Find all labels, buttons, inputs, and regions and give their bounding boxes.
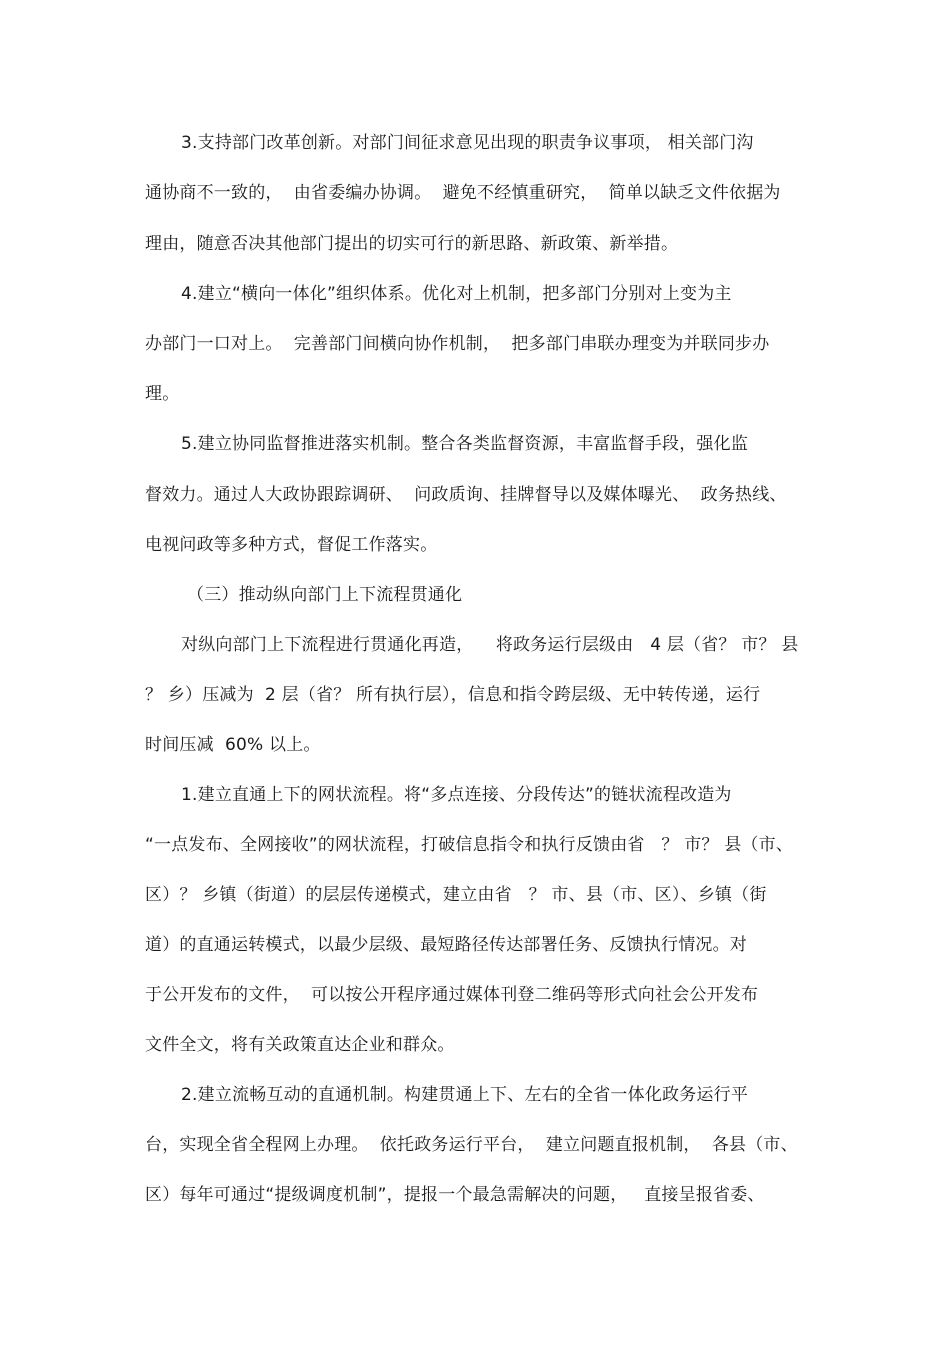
paragraph-line: ？ 乡）压减为 2 层（省？ 所有执行层），信息和指令跨层级、无中转传递，运行 (145, 685, 761, 705)
paragraph-line: 对纵向部门上下流程进行贯通化再造， 将政务运行层级由 4 层（省？ 市？ 县 (181, 635, 799, 655)
paragraph-line: 2.建立流畅互动的直通机制。构建贯通上下、左右的全省一体化政务运行平 (181, 1085, 749, 1105)
paragraph-line: 文件全文，将有关政策直达企业和群众。 (145, 1035, 455, 1055)
paragraph-line: “一点发布、全网接收”的网状流程，打破信息指令和执行反馈由省 ？ 市？ 县（市、 (145, 835, 794, 855)
paragraph-line: 时间压减 60% 以上。 (145, 735, 321, 755)
paragraph-line: 理。 (145, 384, 180, 404)
paragraph-line: 5.建立协同监督推进落实机制。整合各类监督资源，丰富监督手段，强化监 (181, 434, 749, 454)
paragraph-line: 办部门一口对上。 完善部门间横向协作机制， 把多部门串联办理变为并联同步办 (145, 334, 770, 354)
paragraph-line: 区）每年可通过“提级调度机制”，提报一个最急需解决的问题， 直接呈报省委、 (145, 1185, 765, 1205)
paragraph-line: 电视问政等多种方式，督促工作落实。 (145, 535, 438, 555)
section-heading: （三）推动纵向部门上下流程贯通化 (187, 585, 463, 605)
paragraph-line: 区）？ 乡镇（街道）的层层传递模式，建立由省 ？ 市、县（市、区）、乡镇（街 (145, 885, 767, 905)
paragraph-line: 3.支持部门改革创新。对部门间征求意见出现的职责争议事项， 相关部门沟 (181, 133, 754, 153)
paragraph-line: 道）的直通运转模式，以最少层级、最短路径传达部署任务、反馈执行情况。对 (145, 935, 747, 955)
paragraph-line: 于公开发布的文件， 可以按公开程序通过媒体刊登二维码等形式向社会公开发布 (145, 985, 759, 1005)
paragraph-line: 台，实现全省全程网上办理。 依托政务运行平台， 建立问题直报机制， 各县（市、 (145, 1135, 798, 1155)
paragraph-line: 4.建立“横向一体化”组织体系。优化对上机制，把多部门分别对上变为主 (181, 284, 732, 304)
paragraph-line: 理由，随意否决其他部门提出的切实可行的新思路、新政策、新举措。 (145, 234, 679, 254)
paragraph-line: 1.建立直通上下的网状流程。将“多点连接、分段传达”的链状流程改造为 (181, 785, 732, 805)
paragraph-line: 督效力。通过人大政协跟踪调研、 问政质询、挂牌督导以及媒体曝光、 政务热线、 (145, 485, 787, 505)
paragraph-line: 通协商不一致的， 由省委编办协调。 避免不经慎重研究， 简单以缺乏文件依据为 (145, 183, 781, 203)
